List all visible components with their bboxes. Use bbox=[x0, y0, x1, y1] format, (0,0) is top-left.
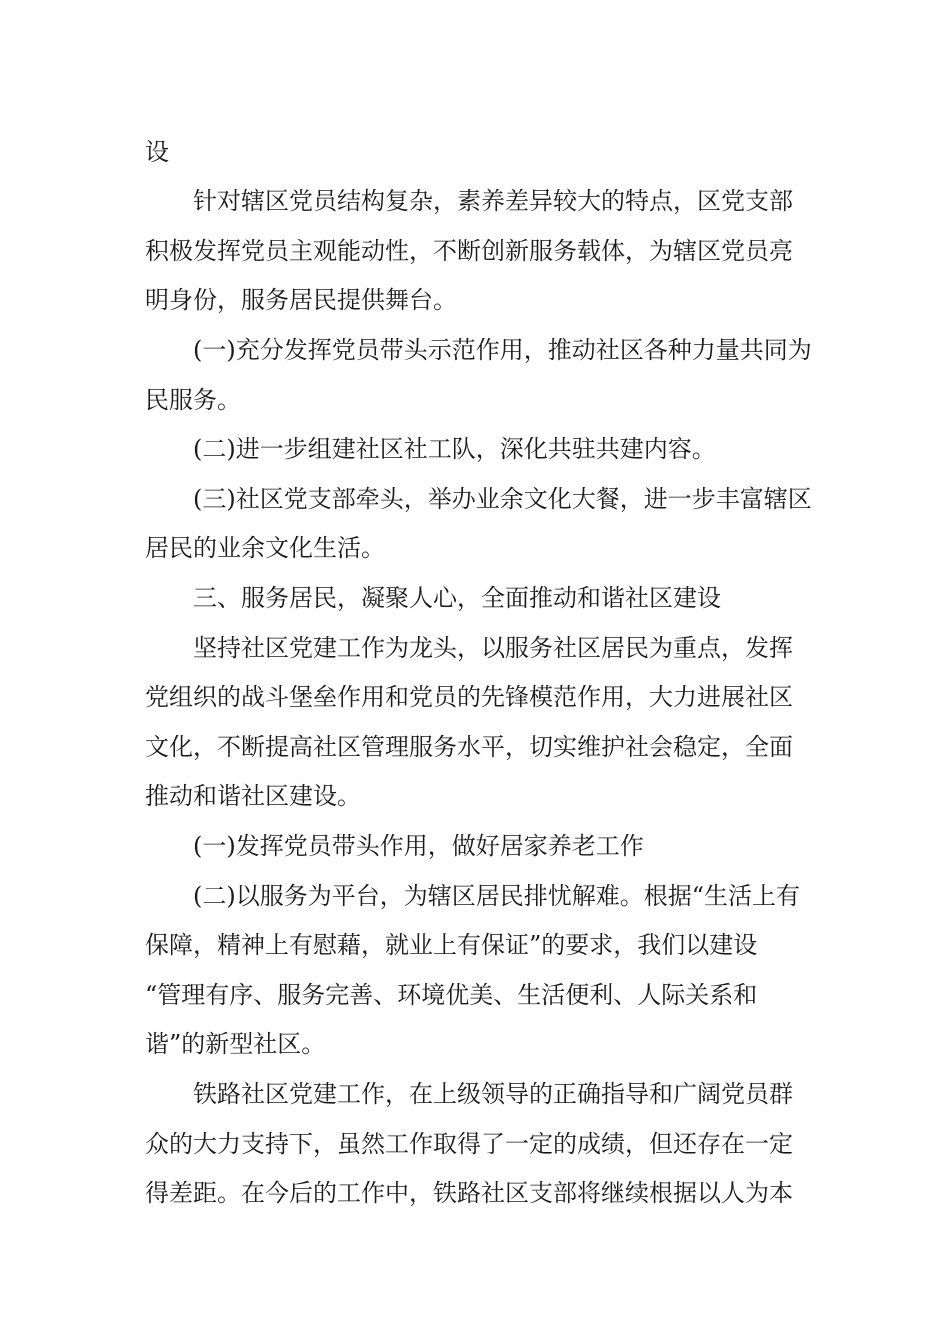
paragraph-line: (二)进一步组建社区社工队，深化共驻共建内容。 bbox=[193, 435, 716, 463]
text-line: “管理有序、服务完善、环境优美、生活便利、人际关系和 bbox=[145, 981, 758, 1009]
paragraph-line: (一)充分发挥党员带头示范作用，推动社区各种力量共同为 bbox=[193, 336, 812, 364]
section-heading: 三、服务居民，凝聚人心，全面推动和谐社区建设 bbox=[193, 584, 721, 612]
paragraph-line: (一)发挥党员带头作用，做好居家养老工作 bbox=[193, 832, 644, 860]
paragraph-line: (二)以服务为平台，为辖区居民排忧解难。根据“生活上有 bbox=[193, 882, 800, 910]
paragraph-line: 坚持社区党建工作为龙头，以服务社区居民为重点，发挥 bbox=[193, 634, 793, 662]
text-line: 保障，精神上有慰藉，就业上有保证”的要求，我们以建设 bbox=[145, 931, 758, 959]
paragraph-line: 铁路社区党建工作，在上级领导的正确指导和广阔党员群 bbox=[193, 1080, 793, 1108]
text-line: 民服务。 bbox=[145, 386, 241, 414]
text-line: 得差距。在今后的工作中，铁路社区支部将继续根据以人为本 bbox=[145, 1179, 793, 1207]
text-line: 积极发挥党员主观能动性，不断创新服务载体，为辖区党员亮 bbox=[145, 237, 793, 265]
text-line: 党组织的战斗堡垒作用和党员的先锋模范作用，大力进展社区 bbox=[145, 683, 793, 711]
text-line: 众的大力支持下，虽然工作取得了一定的成绩，但还存在一定 bbox=[145, 1130, 793, 1158]
text-line: 文化，不断提高社区管理服务水平，切实维护社会稳定，全面 bbox=[145, 733, 793, 761]
text-line: 居民的业余文化生活。 bbox=[145, 534, 385, 562]
paragraph-line: 针对辖区党员结构复杂，素养差异较大的特点，区党支部 bbox=[193, 187, 793, 215]
text-line: 明身份，服务居民提供舞台。 bbox=[145, 286, 457, 314]
text-line: 推动和谐社区建设。 bbox=[145, 782, 361, 810]
paragraph-line: (三)社区党支部牵头，举办业余文化大餐，进一步丰富辖区 bbox=[193, 485, 812, 513]
text-line: 谐”的新型社区。 bbox=[145, 1030, 326, 1058]
text-line: 设 bbox=[145, 138, 169, 166]
